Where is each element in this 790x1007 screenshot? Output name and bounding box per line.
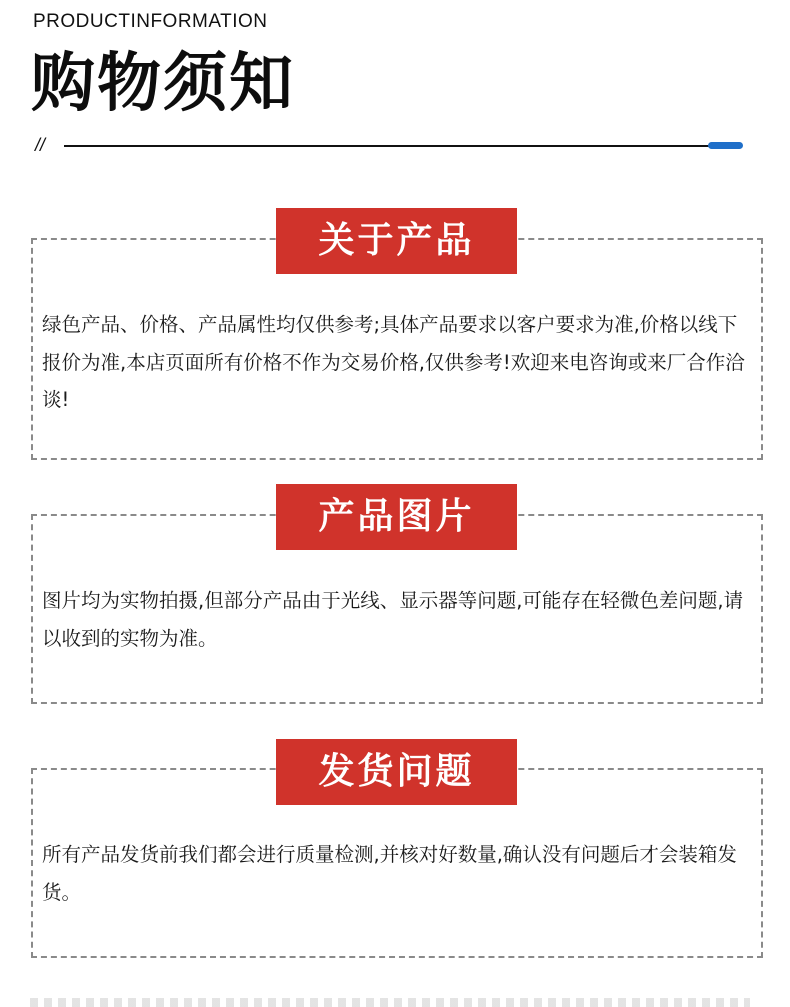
section-heading-shipping: 发货问题 [276,739,517,805]
bottom-edge-decoration [30,998,750,1007]
section-body-product-images: 图片均为实物拍摄,但部分产品由于光线、显示器等问题,可能存在轻微色差问题,请以收到的实物为准。 [42,589,744,650]
section-body-about-product: 绿色产品、价格、产品属性均仅供参考;具体产品要求以客户要求为准,价格以线下报价为准,本店页面所有价格不作为交易价格,仅供参考!欢迎来电咨询或来厂合作洽谈! [42,313,745,411]
section-shipping [31,751,763,958]
section-heading-about-product: 关于产品 [276,208,517,274]
section-product-images [31,496,763,704]
divider-accent [708,142,743,149]
decorative-slashes: // [35,135,46,155]
header-divider [64,145,712,147]
page-title: 购物须知 [31,47,295,121]
header-subtitle: PRODUCTINFORMATION [33,11,268,32]
section-body-shipping: 所有产品发货前我们都会进行质量检测,并核对好数量,确认没有问题后才会装箱发货。 [42,843,737,904]
section-about-product [31,220,763,460]
section-heading-product-images: 产品图片 [276,484,517,550]
